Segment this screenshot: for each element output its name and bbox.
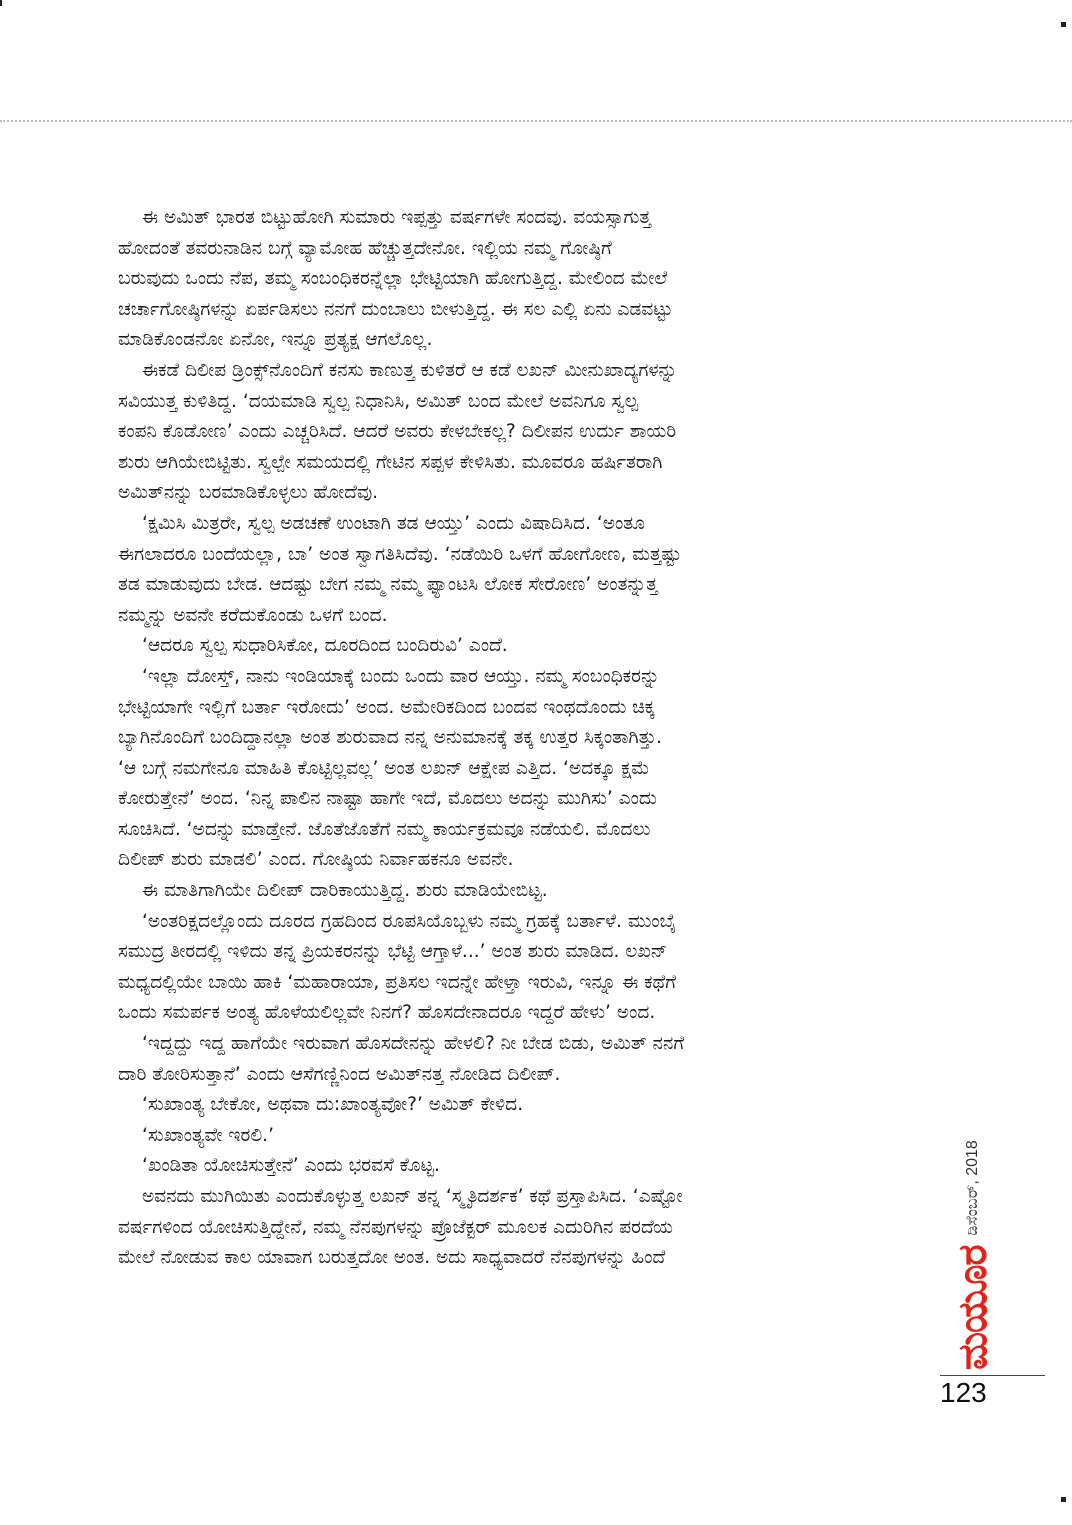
text-line: ‘ಕ್ಷಮಿಸಿ ಮಿತ್ರರೇ, ಸ್ವಲ್ಪ ಅಡಚಣೆ ಉಂಟಾಗಿ ತಡ ಆಯ್ತು’ ಎಂದು ವಿಷಾದಿಸಿದ. ‘ಅಂತೂ: [142, 512, 645, 534]
text-line: ಸಮುದ್ರ ತೀರದಲ್ಲಿ ಇಳಿದು ತನ್ನ ಪ್ರಿಯಕರನನ್ನು ಭೆಟ್ಟಿ ಆಗ್ತಾಳೆ...’ ಅಂತ ಶುರು ಮಾಡಿದ. ಲಖನ್: [118, 941, 668, 963]
text-line: ಮಧ್ಯದಲ್ಲಿಯೇ ಬಾಯಿ ಹಾಕಿ ‘ಮಹಾರಾಯಾ, ಪ್ರತಿಸಲ ಇದನ್ನೇ ಹೇಳ್ತಾ ಇರುವಿ, ಇನ್ನೂ ಈ ಕಥೆಗೆ: [118, 971, 677, 993]
text-line: ‘ಆ ಬಗ್ಗೆ ನಮಗೇನೂ ಮಾಹಿತಿ ಕೊಟ್ಟಿಲ್ಲವಲ್ಲ’ ಅಂತ ಲಖನ್ ಆಕ್ಷೇಪ ಎತ್ತಿದ. ‘ಅದಕ್ಕೂ ಕ್ಷಮೆ: [118, 757, 650, 779]
text-line: ವರ್ಷಗಳಿಂದ ಯೋಚಿಸುತ್ತಿದ್ದೇನೆ, ನಮ್ಮ ನೆನಪುಗಳನ್ನು ಪ್ರೊಜೆಕ್ಟರ್ ಮೂಲಕ ಎದುರಿಗಿನ ಪರದೆಯ: [118, 1216, 674, 1238]
text-line: ಮಾಡಿಕೊಂಡನೋ ಏನೋ, ಇನ್ನೂ ಪ್ರತ್ಯಕ್ಷ ಆಗಲೊಲ್ಲ.: [118, 329, 433, 351]
article-body: [118, 203, 920, 1274]
text-line: ಬ್ಯಾಗಿನೊಂದಿಗೆ ಬಂದಿದ್ದಾನಲ್ಲಾ ಅಂತ ಶುರುವಾದ ನನ್ನ ಅನುಮಾನಕ್ಕೆ ತಕ್ಕ ಉತ್ತರ ಸಿಕ್ಕಂತಾಗಿತ್ತು.: [118, 727, 662, 749]
text-line: ಸೂಚಿಸಿದೆ. ‘ಅದನ್ನು ಮಾಡ್ತೇನೆ. ಜೊತೆಜೊತೆಗೆ ನಮ್ಮ ಕಾರ್ಯಕ್ರಮವೂ ನಡೆಯಲಿ. ಮೊದಲು: [118, 818, 651, 840]
text-line: ನಮ್ಮನ್ನು ಅವನೇ ಕರೆದುಕೊಂಡು ಒಳಗೆ ಬಂದ.: [118, 604, 388, 626]
text-line: ‘ಸುಖಾಂತ್ಯವೇ ಇರಲಿ.’: [142, 1124, 274, 1146]
text-line: ‘ಅಂತರಿಕ್ಷದಲ್ಲೊಂದು ದೂರದ ಗ್ರಹದಿಂದ ರೂಪಸಿಯೊಬ್ಬಳು ನಮ್ಮ ಗ್ರಹಕ್ಕೆ ಬರ್ತಾಳೆ. ಮುಂಬೈ: [142, 910, 677, 932]
text-line: ‘ಸುಖಾಂತ್ಯ ಬೇಕೋ, ಅಥವಾ ದು:ಖಾಂತ್ಯವೋ?’ ಅಮಿತ್ ಕೇಳಿದ.: [142, 1094, 524, 1116]
text-line: ದಾರಿ ತೋರಿಸುತ್ತಾನೆ’ ಎಂದು ಆಸೆಗಣ್ಣಿನಿಂದ ಅಮಿತ್‌ನತ್ತ ನೋಡಿದ ದಿಲೀಪ್.: [118, 1063, 561, 1085]
page-number-rule: [940, 1375, 1045, 1376]
text-line: ಬರುವುದು ಒಂದು ನೆಪ, ತಮ್ಮ ಸಂಬಂಧಿಕರನ್ನೆಲ್ಲಾ ಭೇಟ್ಟಿಯಾಗಿ ಹೋಗುತ್ತಿದ್ದ. ಮೇಲಿಂದ ಮೇಲೆ: [118, 268, 668, 290]
page-number: 123: [940, 1377, 987, 1408]
text-line: ಸವಿಯುತ್ತ ಕುಳಿತಿದ್ದ. ‘ದಯಮಾಡಿ ಸ್ವಲ್ಪ ನಿಧಾನಿಸಿ, ಅಮಿತ್ ಬಂದ ಮೇಲೆ ಅವನಿಗೂ ಸ್ವಲ್ಪ: [118, 390, 639, 412]
text-line: ಒಂದು ಸಮರ್ಪಕ ಅಂತ್ಯ ಹೊಳೆಯಲಿಲ್ಲವೇ ನಿನಗೆ? ಹೊಸದೇನಾದರೂ ಇದ್ದರೆ ಹೇಳು’ ಅಂದ.: [118, 1002, 656, 1024]
text-line: ಈ ಮಾತಿಗಾಗಿಯೇ ದಿಲೀಪ್ ದಾರಿಕಾಯುತ್ತಿದ್ದ. ಶುರು ಮಾಡಿಯೇಬಿಟ್ಟ.: [142, 880, 548, 902]
text-line: ಈಕಡೆ ದಿಲೀಪ ಡ್ರಿಂಕ್ಸ್‌ನೊಂದಿಗೆ ಕನಸು ಕಾಣುತ್ತ ಕುಳಿತರೆ ಆ ಕಡೆ ಲಖನ್ ಮೀನುಖಾದ್ಯಗಳನ್ನು: [142, 359, 678, 381]
header-dotted-rule: [0, 120, 1072, 122]
text-line: ‘ಇದ್ದದ್ದು ಇದ್ದ ಹಾಗೆಯೇ ಇರುವಾಗ ಹೊಸದೇನನ್ನು ಹೇಳಲಿ? ನೀ ಬೇಡ ಬಿಡು, ಅಮಿತ್ ನನಗೆ: [142, 1033, 685, 1055]
text-line: ಅವನದು ಮುಗಿಯಿತು ಎಂದುಕೊಳ್ಳುತ್ತ ಲಖನ್ ತನ್ನ ‘ಸ್ಮೃತಿದರ್ಶಕ’ ಕಥೆ ಪ್ರಸ್ತಾಪಿಸಿದ. ‘ಎಷ್ಟೋ: [142, 1186, 683, 1207]
text-line: ಶುರು ಆಗಿಯೇಬಿಟ್ಟಿತು. ಸ್ವಲ್ಪೇ ಸಮಯದಲ್ಲಿ ಗೇಟಿನ ಸಪ್ಪಳ ಕೇಳಿಸಿತು. ಮೂವರೂ ಹರ್ಷಿತರಾಗಿ: [118, 451, 663, 473]
text-line: ಈಗಲಾದರೂ ಬಂದೆಯಲ್ಲಾ, ಬಾ’ ಅಂತ ಸ್ವಾಗತಿಸಿದೆವು. ‘ನಡೆಯಿರಿ ಒಳಗೆ ಹೋಗೋಣ, ಮತ್ತಷ್ಟು: [118, 543, 682, 565]
text-line: ‘ಇಲ್ಲಾ ದೋಸ್ತ್, ನಾನು ಇಂಡಿಯಾಕ್ಕೆ ಬಂದು ಒಂದು ವಾರ ಆಯ್ತು. ನಮ್ಮ ಸಂಬಂಧಿಕರನ್ನು: [142, 665, 660, 687]
text-line: ಕೋರುತ್ತೇನೆ’ ಅಂದ. ‘ನಿನ್ನ ಪಾಲಿನ ನಾಷ್ಟಾ ಹಾಗೇ ಇದೆ, ಮೊದಲು ಅದನ್ನು ಮುಗಿಸು’ ಎಂದು: [118, 788, 657, 810]
crop-mark-top-right: [1061, 22, 1066, 27]
text-line: ಅಮಿತ್‌ನನ್ನು ಬರಮಾಡಿಕೊಳ್ಳಲು ಹೋದೆವು.: [118, 482, 379, 504]
text-line: ತಡ ಮಾಡುವುದು ಬೇಡ. ಆದಷ್ಟು ಬೇಗ ನಮ್ಮ ನಮ್ಮ ಫ್ಯಾಂಟಸಿ ಲೋಕ ಸೇರೋಣ’ ಅಂತನ್ನುತ್ತ: [118, 574, 658, 596]
magazine-sidebar: [920, 1080, 996, 1370]
magazine-logo: ಮಯೂರ: [950, 1245, 996, 1370]
text-line: ಕಂಪನಿ ಕೊಡೋಣ’ ಎಂದು ಎಚ್ಚರಿಸಿದೆ. ಆದರೆ ಅವರು ಕೇಳಬೇಕಲ್ಲ? ದಿಲೀಪನ ಉರ್ದು ಶಾಯರಿ: [118, 421, 677, 443]
text-line: ‘ಖಂಡಿತಾ ಯೋಚಿಸುತ್ತೇನೆ’ ಎಂದು ಭರವಸೆ ಕೊಟ್ಟ.: [142, 1155, 440, 1177]
text-line: ‘ಆದರೂ ಸ್ವಲ್ಪ ಸುಧಾರಿಸಿಕೋ, ದೂರದಿಂದ ಬಂದಿರುವಿ’ ಎಂದೆ.: [142, 635, 508, 657]
text-line: ಮೇಲೆ ನೋಡುವ ಕಾಲ ಯಾವಾಗ ಬರುತ್ತದೋ ಅಂತ. ಅದು ಸಾಧ್ಯವಾದರೆ ನೆನಪುಗಳನ್ನು ಹಿಂದೆ: [118, 1247, 666, 1269]
crop-mark-top-left: [0, 0, 2, 6]
crop-mark-bottom-right: [1061, 1497, 1066, 1502]
text-line: ಈ ಅಮಿತ್ ಭಾರತ ಬಿಟ್ಟುಹೋಗಿ ಸುಮಾರು ಇಪ್ಪತ್ತು ವರ್ಷಗಳೇ ಸಂದವು. ವಯಸ್ಸಾಗುತ್ತ: [142, 207, 651, 228]
text-line: ದಿಲೀಪ್ ಶುರು ಮಾಡಲಿ’ ಎಂದ. ಗೋಷ್ಠಿಯ ನಿರ್ವಾಹಕನೂ ಅವನೇ.: [118, 849, 514, 871]
issue-date: ಡಿಸೆಂಬರ್, 2018: [964, 1140, 981, 1236]
text-line: ಭೇಟ್ಟಿಯಾಗೇ ಇಲ್ಲಿಗೆ ಬರ್ತಾ ಇರೋದು’ ಅಂದ. ಅಮೇರಿಕದಿಂದ ಬಂದವ ಇಂಥದೊಂದು ಚಿಕ್ಕ: [118, 696, 655, 718]
text-line: ಚರ್ಚಾಗೋಷ್ಠಿಗಳನ್ನು ಏರ್ಪಡಿಸಲು ನನಗೆ ದುಂಬಾಲು ಬೀಳುತ್ತಿದ್ದ. ಈ ಸಲ ಎಲ್ಲಿ ಏನು ಎಡವಟ್ಟು: [118, 298, 673, 320]
text-line: ಹೋದಂತೆ ತವರುನಾಡಿನ ಬಗ್ಗೆ ವ್ಯಾಮೋಹ ಹೆಚ್ಚುತ್ತದೇನೋ. ಇಲ್ಲಿಯ ನಮ್ಮ ಗೋಷ್ಠಿಗೆ: [118, 237, 612, 259]
